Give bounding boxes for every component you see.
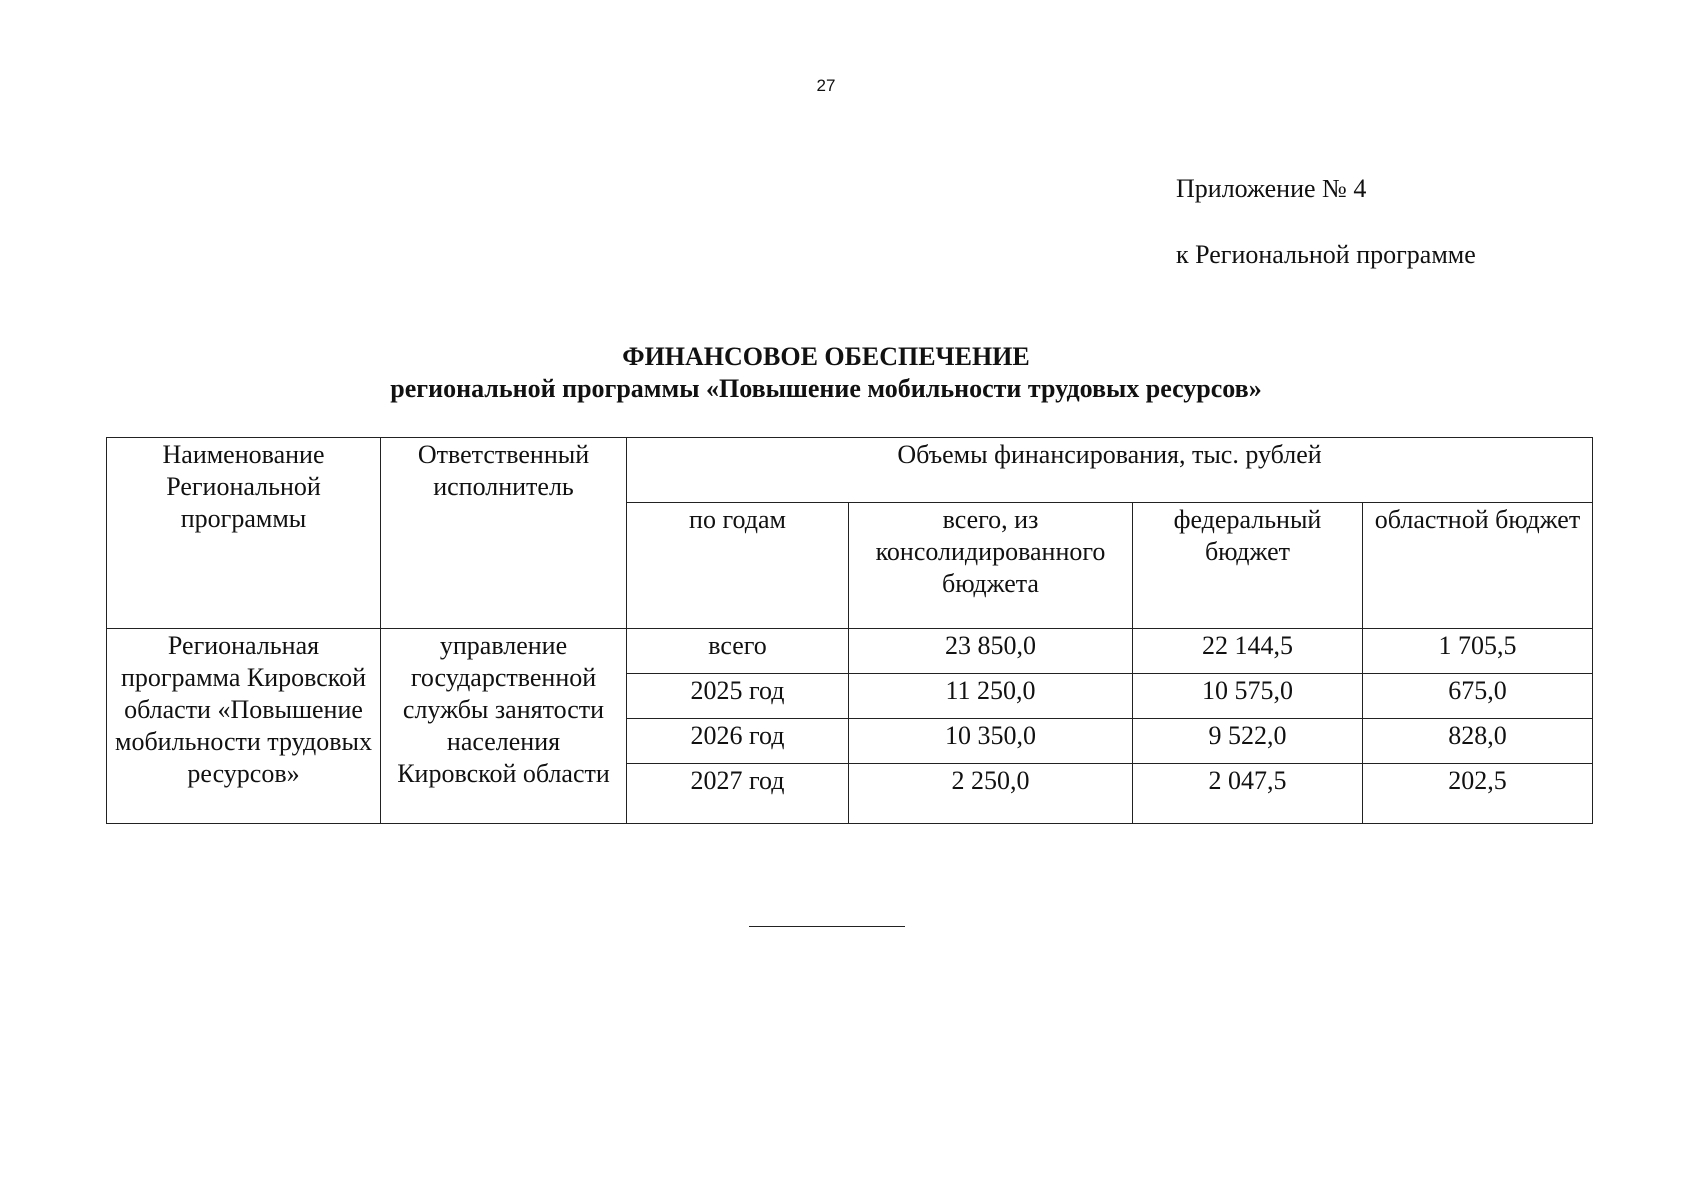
- cell-federal: 10 575,0: [1133, 674, 1363, 719]
- cell-responsible: управление государственной службы занятости населения Кировской области: [381, 629, 627, 824]
- cell-total: 23 850,0: [849, 629, 1133, 674]
- document-title-block: [0, 341, 1652, 405]
- table-row: [107, 629, 1593, 674]
- cell-federal: 2 047,5: [1133, 764, 1363, 824]
- document-title: ФИНАНСОВОЕ ОБЕСПЕЧЕНИЕ: [622, 342, 1030, 371]
- cell-period: 2025 год: [627, 674, 849, 719]
- header-responsible: Ответственный исполнитель: [381, 438, 627, 629]
- header-total-consolidated: всего, из консолидированного бюджета: [849, 503, 1133, 629]
- cell-total: 2 250,0: [849, 764, 1133, 824]
- cell-regional: 828,0: [1363, 719, 1593, 764]
- appendix-label: Приложение № 4: [1176, 174, 1367, 203]
- header-funding: Объемы финансирования, тыс. рублей: [627, 438, 1593, 503]
- header-federal: федеральный бюджет: [1133, 503, 1363, 629]
- financing-table: [106, 437, 1593, 824]
- cell-period: 2027 год: [627, 764, 849, 824]
- header-regional: областной бюджет: [1363, 503, 1593, 629]
- cell-total: 10 350,0: [849, 719, 1133, 764]
- cell-regional: 1 705,5: [1363, 629, 1593, 674]
- cell-federal: 22 144,5: [1133, 629, 1363, 674]
- cell-total: 11 250,0: [849, 674, 1133, 719]
- header-by-years: по годам: [627, 503, 849, 629]
- cell-period: 2026 год: [627, 719, 849, 764]
- cell-regional: 202,5: [1363, 764, 1593, 824]
- page-number: 27: [816, 76, 836, 95]
- document-subtitle: региональной программы «Повышение мобильности трудовых ресурсов»: [390, 374, 1262, 403]
- cell-federal: 9 522,0: [1133, 719, 1363, 764]
- end-separator-line: [749, 926, 905, 927]
- table-header-row: [107, 438, 1593, 503]
- cell-regional: 675,0: [1363, 674, 1593, 719]
- cell-program-name: Региональная программа Кировской области «Повышение мобильности трудовых ресурсов»: [107, 629, 381, 824]
- header-program-name: Наименование Региональной программы: [107, 438, 381, 629]
- appendix-reference: к Региональной программе: [1176, 240, 1476, 269]
- cell-period: всего: [627, 629, 849, 674]
